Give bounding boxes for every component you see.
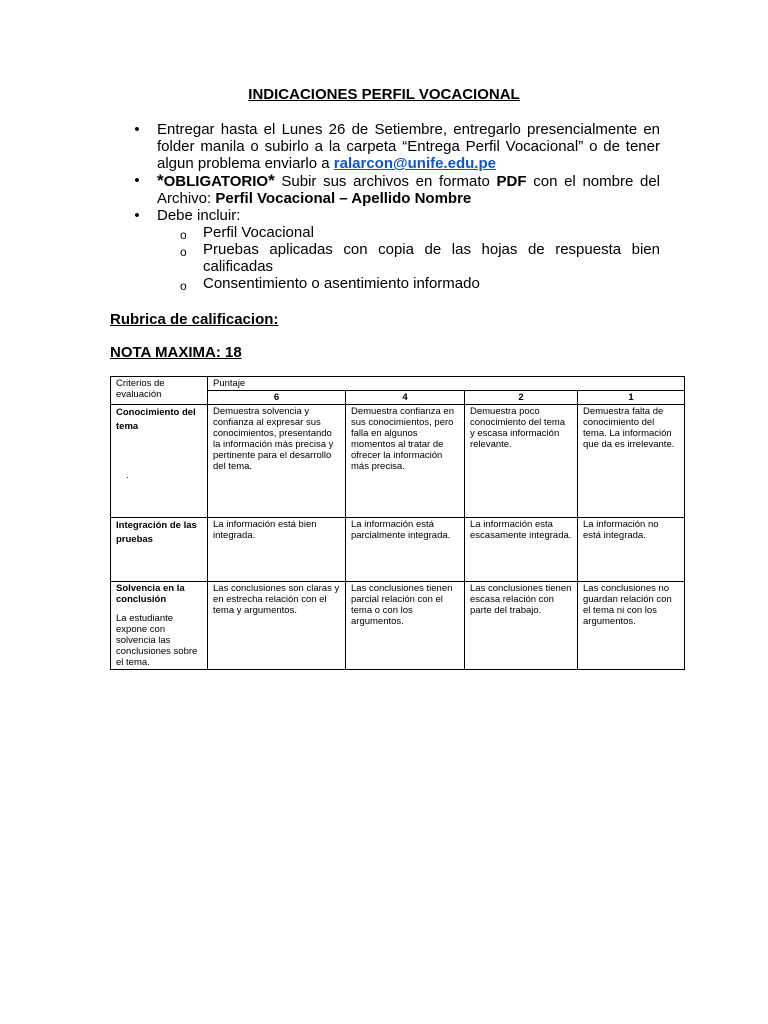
pdf-label: PDF <box>496 173 527 190</box>
instructions-list <box>130 121 660 292</box>
table-cell: Demuestra poco conocimiento del tema y escasa información relevante. <box>465 405 578 518</box>
sub-list-item <box>130 241 660 275</box>
sub-bullet-icon: o <box>180 279 187 293</box>
list-item <box>130 172 660 207</box>
include-text: Debe incluir: <box>157 207 241 224</box>
score-6: 6 <box>208 391 346 405</box>
sub-bullet-icon: o <box>180 228 187 242</box>
table-row <box>111 518 685 582</box>
rubric-table <box>110 376 685 670</box>
criterion-label: Conocimiento del tema <box>116 407 196 432</box>
table-row <box>111 405 685 518</box>
table-cell: La información no está integrada. <box>578 518 685 582</box>
criterion-label: Integración de las pruebas <box>116 520 197 545</box>
list-item <box>130 121 660 172</box>
page-title: INDICACIONES PERFIL VOCACIONAL <box>248 86 520 103</box>
table-row <box>111 582 685 670</box>
table-header-row <box>111 377 685 391</box>
filename-pattern: Perfil Vocacional – Apellido Nombre <box>215 190 472 207</box>
criterion-note: La estudiante expone con solvencia las conclusiones sobre el tema. <box>116 613 198 668</box>
table-cell: La información esta escasamente integrada. <box>465 518 578 582</box>
table-cell: Las conclusiones tienen escasa relación con parte del trabajo. <box>465 582 578 670</box>
sub-item-text: Pruebas aplicadas con copia de las hojas de respuesta bien calificadas <box>203 241 660 275</box>
criterion-label: Solvencia en la conclusión <box>116 583 185 605</box>
table-cell: Demuestra falta de conocimiento del tema. La información que da es irrelevante. <box>578 405 685 518</box>
asterisk-mark: * <box>268 171 275 190</box>
asterisk-mark: * <box>157 171 164 190</box>
table-cell: Demuestra confianza en sus conocimientos, pero falla en algunos momentos al tratar de ofrecer la información más precisa. <box>346 405 465 518</box>
score-header: Puntaje <box>208 377 685 391</box>
rubrica-heading: Rubrica de calificacion: <box>110 311 279 328</box>
criteria-header: Criterios de evaluación <box>111 377 208 405</box>
email-link[interactable]: ralarcon@unife.edu.pe <box>333 155 496 172</box>
table-cell: Las conclusiones tienen parcial relación con el tema o con los argumentos. <box>346 582 465 670</box>
nota-heading: NOTA MAXIMA: 18 <box>110 344 242 361</box>
score-2: 2 <box>465 391 578 405</box>
table-cell: La información está bien integrada. <box>208 518 346 582</box>
criterion-cell <box>111 405 208 518</box>
obligatorio-label: OBLIGATORIO <box>163 173 269 190</box>
score-4: 4 <box>346 391 465 405</box>
sub-list-item <box>130 224 660 241</box>
sub-item-text: Consentimiento o asentimiento informado <box>203 275 480 292</box>
delivery-text: Entregar hasta el Lunes 26 de Setiembre, entregarlo presencialmente en folder manila o subirlo a la carpeta “Entrega Perfil Vocacional” o de tener algun problema enviarlo a <box>157 121 660 172</box>
sub-list-item <box>130 275 660 292</box>
table-cell: Las conclusiones son claras y en estrecha relación con el tema y argumentos. <box>208 582 346 670</box>
list-item <box>130 207 660 224</box>
sub-bullet-icon: o <box>180 245 187 259</box>
criterion-cell <box>111 582 208 670</box>
filename-text: con el nombre del Archivo: <box>157 173 661 207</box>
score-1: 1 <box>578 391 685 405</box>
table-cell: La información está parcialmente integrada. <box>346 518 465 582</box>
table-cell: Demuestra solvencia y confianza al expresar sus conocimientos, presentando la información más precisa y pertinente para el desarrollo del tema. <box>208 405 346 518</box>
criterion-mark: . <box>126 470 129 481</box>
bullet-icon: • <box>134 172 140 189</box>
format-text: Subir sus archivos en formato <box>274 173 497 190</box>
sub-item-text: Perfil Vocacional <box>203 224 314 241</box>
table-cell: Las conclusiones no guardan relación con el tema ni con los argumentos. <box>578 582 685 670</box>
criterion-cell <box>111 518 208 582</box>
bullet-icon: • <box>134 207 140 224</box>
bullet-icon: • <box>134 121 140 138</box>
